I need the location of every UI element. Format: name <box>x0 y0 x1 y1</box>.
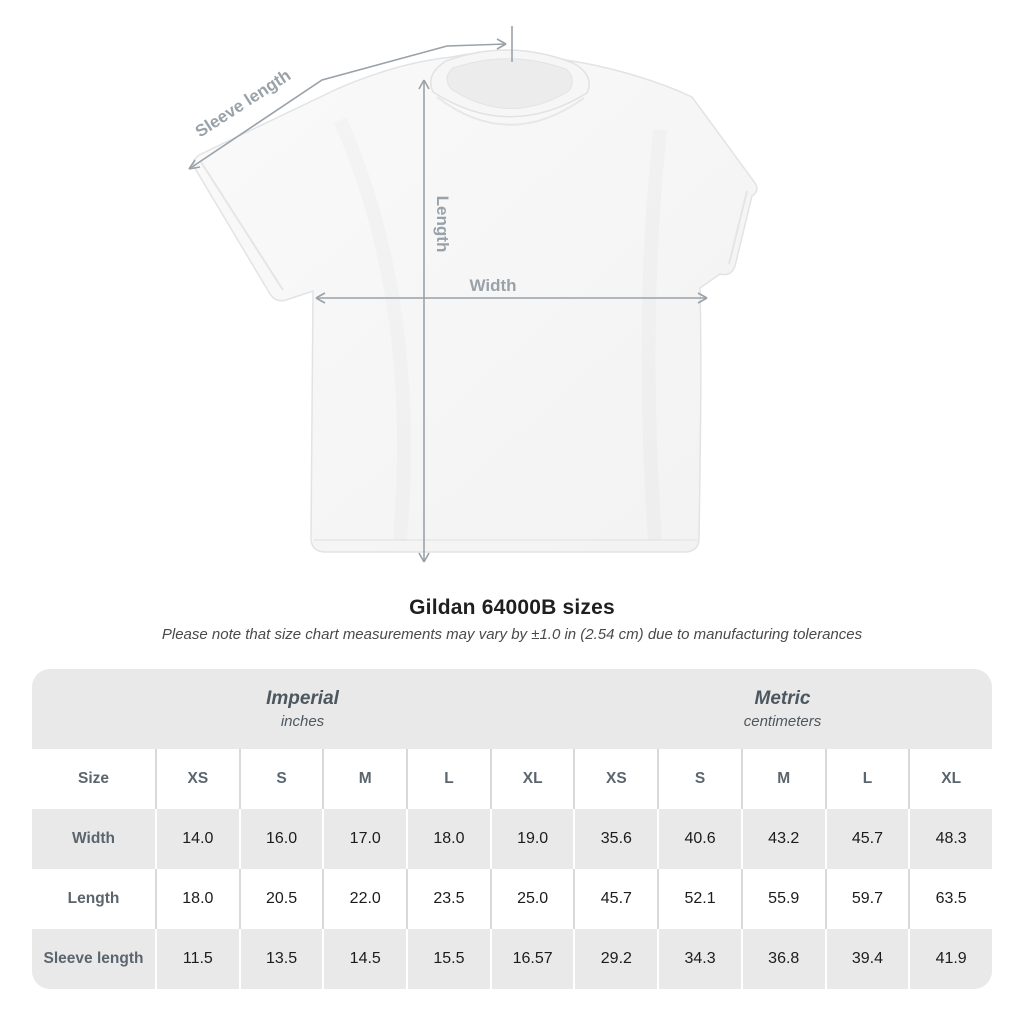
table-cell: 39.4 <box>825 929 909 989</box>
table-cell: 11.5 <box>155 929 239 989</box>
table-cell: 22.0 <box>322 869 406 929</box>
table-cell: 17.0 <box>322 809 406 869</box>
column-header: M <box>322 749 406 809</box>
table-cell: 48.3 <box>908 809 992 869</box>
tolerance-note: Please note that size chart measurements may vary by ±1.0 in (2.54 cm) due to manufacturing tolerances <box>161 626 863 643</box>
table-cell: 18.0 <box>406 809 490 869</box>
unit-system-band <box>32 669 992 749</box>
unit-system-name: Metric <box>754 688 811 709</box>
column-header: XL <box>908 749 992 809</box>
width-label: Width <box>469 276 517 295</box>
imperial-header <box>32 669 573 749</box>
table-cell: 29.2 <box>573 929 657 989</box>
column-header: S <box>657 749 741 809</box>
column-header: S <box>239 749 323 809</box>
table-cell: 16.57 <box>490 929 574 989</box>
table-cell: 18.0 <box>155 869 239 929</box>
metric-header <box>573 669 992 749</box>
table-cell: 13.5 <box>239 929 323 989</box>
table-cell: 20.5 <box>239 869 323 929</box>
row-label: Sleeve length <box>43 950 144 967</box>
table-row-sleeve-length <box>32 929 992 989</box>
column-header: L <box>825 749 909 809</box>
table-cell: 43.2 <box>741 809 825 869</box>
column-header: L <box>406 749 490 809</box>
table-cell: 23.5 <box>406 869 490 929</box>
column-header-size: Size <box>77 770 109 787</box>
table-cell: 34.3 <box>657 929 741 989</box>
size-header-row <box>32 749 992 809</box>
table-cell: 25.0 <box>490 869 574 929</box>
table-row-width <box>32 809 992 869</box>
table-cell: 36.8 <box>741 929 825 989</box>
table-cell: 40.6 <box>657 809 741 869</box>
column-header: XS <box>155 749 239 809</box>
table-cell: 45.7 <box>573 869 657 929</box>
tshirt-illustration <box>191 50 757 552</box>
table-cell: 16.0 <box>239 809 323 869</box>
length-label: Length <box>433 195 452 253</box>
table-cell: 45.7 <box>825 809 909 869</box>
table-cell: 14.5 <box>322 929 406 989</box>
unit-name: centimeters <box>743 713 822 730</box>
column-header: XL <box>490 749 574 809</box>
unit-name: inches <box>280 713 325 730</box>
table-cell: 14.0 <box>155 809 239 869</box>
sleeve-length-label: Sleeve length <box>191 65 295 142</box>
unit-system-name: Imperial <box>266 688 339 709</box>
column-header: M <box>741 749 825 809</box>
table-cell: 35.6 <box>573 809 657 869</box>
table-row-length <box>32 869 992 929</box>
table-cell: 59.7 <box>825 869 909 929</box>
table-cell: 52.1 <box>657 869 741 929</box>
table-cell: 19.0 <box>490 809 574 869</box>
tshirt-body <box>191 52 757 552</box>
table-cell: 63.5 <box>908 869 992 929</box>
row-label: Width <box>72 830 115 847</box>
page-title: Gildan 64000B sizes <box>409 596 615 619</box>
table-cell: 41.9 <box>908 929 992 989</box>
table-cell: 15.5 <box>406 929 490 989</box>
table-cell: 55.9 <box>741 869 825 929</box>
row-label: Length <box>67 890 120 907</box>
column-header: XS <box>573 749 657 809</box>
size-table <box>32 669 992 989</box>
